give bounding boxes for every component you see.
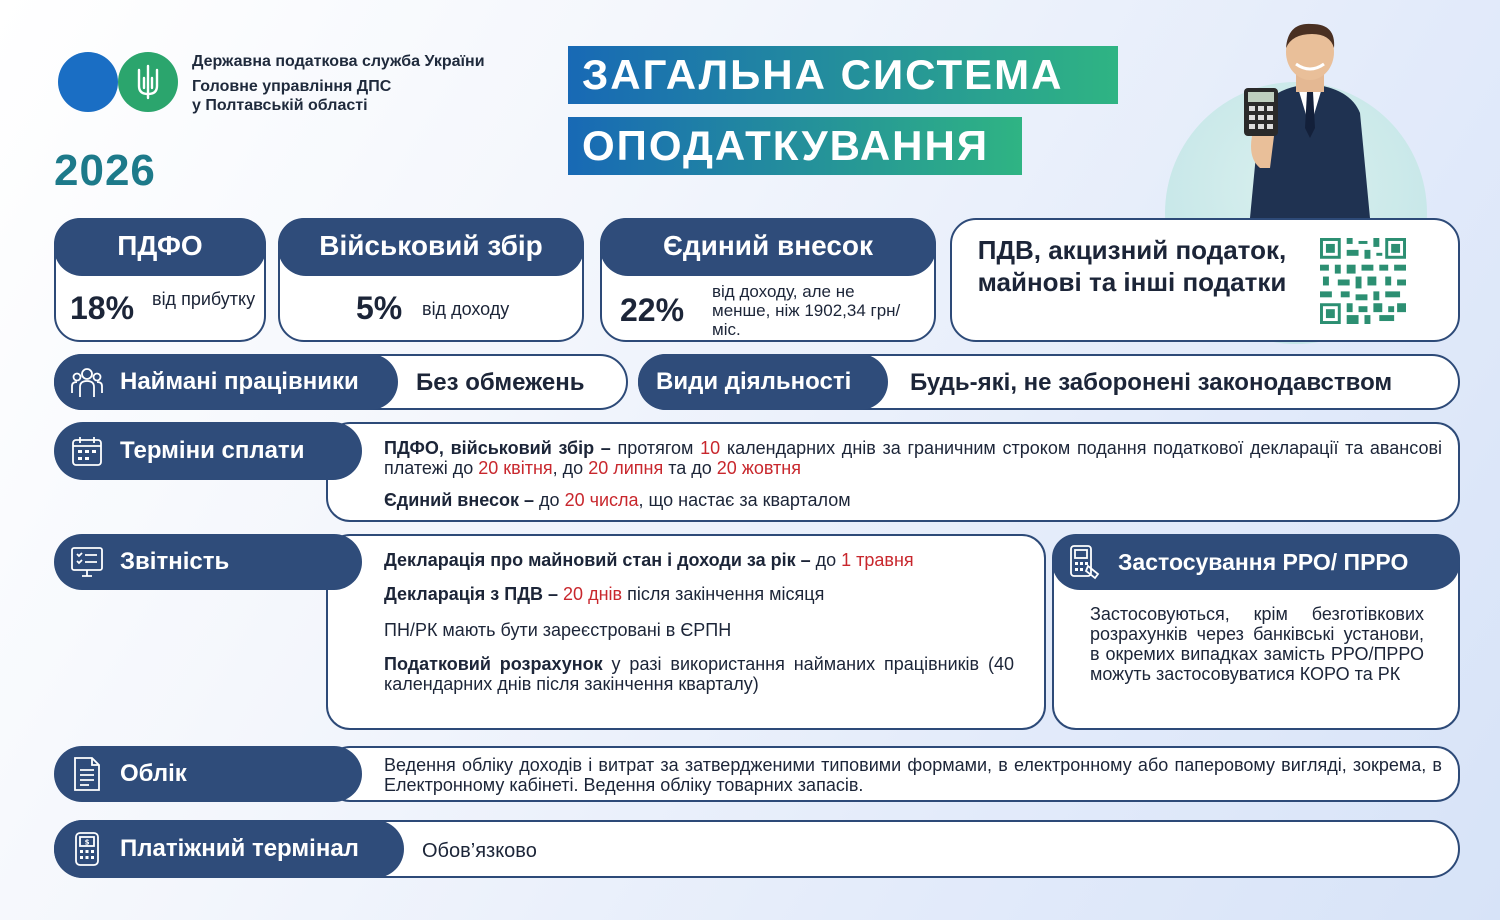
- org-line-2: Головне управління ДПС: [192, 78, 392, 95]
- pt-l2-b: , що настає за кварталом: [638, 490, 851, 510]
- rp-r4-bold: Податковий розрахунок: [384, 654, 603, 674]
- rp-r4-a: у разі використання найманих працівників (40 календарних днів після закінчення кварталу): [384, 654, 1014, 694]
- pt-l2-bold: Єдиний внесок –: [384, 490, 535, 510]
- rp-r1-bold: Декларація про майновий стан і доходи за рік –: [384, 550, 811, 570]
- rp-r1-red: 1 травня: [841, 550, 914, 570]
- reporting-line3: ПН/РК мають бути зареєстровані в ЄРПН: [384, 620, 732, 640]
- employees-label: Наймані працівники: [120, 368, 359, 395]
- pt-sep2: та до: [663, 458, 717, 478]
- qr-code[interactable]: [1320, 238, 1406, 324]
- terminal-value: Обов’язково: [422, 840, 537, 862]
- trident-icon: [118, 52, 178, 112]
- employees-pill: [54, 354, 398, 410]
- pt-l1-bold: ПДФО, військовий збір –: [384, 438, 611, 458]
- reporting-line4: [384, 654, 1014, 694]
- pdfo-card: [54, 218, 266, 342]
- other-taxes-label: ПДВ, акцизний податок, майнові та інші податки: [977, 235, 1287, 297]
- payment-terms-label: Терміни сплати: [120, 437, 305, 464]
- military-card: [278, 218, 584, 342]
- report-icon: [70, 545, 104, 579]
- rp-r2-a: після закінчення місяця: [622, 584, 825, 604]
- pt-date2: 20 липня: [588, 458, 664, 478]
- pt-sep1: , до: [552, 458, 589, 478]
- rro-text: Застосовуються, крім безготівкових розрахунків через банківські установи, в окремих випадках замість РРО/ПРРО можуть застосовуватися КОРО та РК: [1090, 604, 1424, 684]
- terminal-icon: [70, 832, 104, 866]
- esv-rate: 22%: [620, 292, 685, 328]
- activities-value: Будь-які, не заборонені законодавством: [910, 369, 1393, 396]
- esv-label: Єдиний внесок: [600, 218, 936, 276]
- pt-l2-a: до: [534, 490, 565, 510]
- payment-terms-pill: [54, 422, 362, 480]
- rro-label: Застосування РРО/ ПРРО: [1118, 548, 1409, 575]
- reporting-box: [326, 534, 1046, 730]
- payment-terms-line1: [384, 438, 1442, 478]
- activities-row: [638, 354, 1460, 410]
- dps-logo-circle: [58, 52, 118, 112]
- employees-value: Без обмежень: [416, 369, 585, 396]
- svg-text:$: $: [84, 838, 90, 847]
- accounting-text: Ведення обліку доходів і витрат за затвердженими типовими формами, в електронному або паперовому вигляді, зокрема, в Електронному кабінеті. Ведення обліку товарних запасів.: [384, 755, 1442, 795]
- businessman-illustration: [1230, 18, 1390, 218]
- esv-desc: від доходу, але не менше, ніж 1902,34 грн/міс.: [712, 282, 901, 339]
- military-label: Військовий збір: [278, 218, 584, 276]
- rro-pill: [1052, 534, 1460, 590]
- cash-register-icon: [1068, 545, 1102, 579]
- pdfo-rate: 18%: [70, 290, 135, 326]
- reporting-pill: [54, 534, 362, 590]
- document-icon: [70, 757, 104, 791]
- reporting-line2: [384, 584, 824, 604]
- people-icon: [70, 365, 104, 399]
- reporting-label: Звітність: [120, 548, 230, 575]
- esv-card: [600, 218, 936, 342]
- pt-l1-a: протягом: [610, 438, 701, 458]
- pdfo-desc: від прибутку: [152, 289, 256, 309]
- rp-r2-bold: Декларація з ПДВ –: [384, 584, 559, 604]
- rp-r1-a: до: [810, 550, 842, 570]
- accounting-box: [326, 746, 1460, 802]
- terminal-label: Платіжний термінал: [120, 835, 359, 862]
- accounting-pill: [54, 746, 362, 802]
- reporting-line1: [384, 550, 914, 570]
- rp-r2-red: 20 днів: [563, 584, 623, 604]
- org-line-3: у Полтавській області: [192, 97, 368, 114]
- terminal-pill: [54, 820, 404, 878]
- military-desc: від доходу: [422, 299, 510, 319]
- military-rate: 5%: [356, 290, 403, 326]
- pt-date1: 20 квітня: [478, 458, 553, 478]
- payment-terms-line2: [384, 490, 851, 510]
- pt-l1-b: календарних днів за граничним строком подання податкової декларації та авансові платежі до: [384, 438, 1443, 478]
- year: 2026: [54, 146, 156, 195]
- pt-date3: 20 жовтня: [716, 458, 801, 478]
- pdfo-label: ПДФО: [54, 218, 266, 276]
- terminal-row: [54, 820, 1460, 878]
- org-line-1: Державна податкова служба України: [192, 53, 485, 70]
- accounting-label: Облік: [120, 760, 187, 787]
- calendar-icon: [70, 434, 104, 468]
- activities-label: Види діяльності: [656, 368, 852, 395]
- pt-l2-red: 20 числа: [564, 490, 639, 510]
- payment-terms-box: [326, 422, 1460, 522]
- title-line-2: ОПОДАТКУВАННЯ: [568, 117, 1022, 175]
- title-line-1: ЗАГАЛЬНА СИСТЕМА: [568, 46, 1118, 104]
- pt-l1-num: 10: [700, 438, 721, 458]
- employees-row: [54, 354, 628, 410]
- org-name: [192, 52, 485, 115]
- activities-pill: [638, 354, 888, 410]
